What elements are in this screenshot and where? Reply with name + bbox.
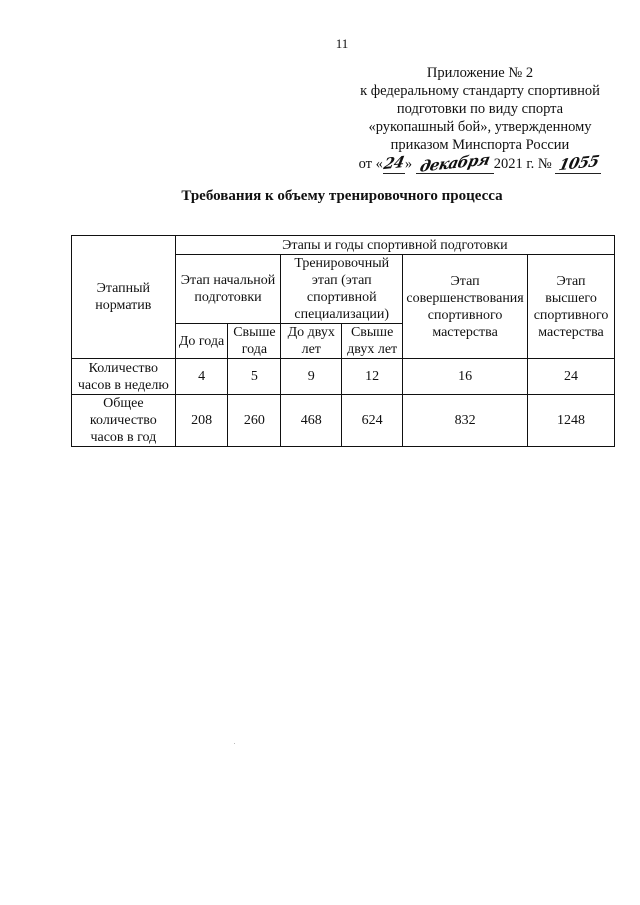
- row-label-cell: Количество часов в неделю: [72, 359, 176, 395]
- stage-header-cell: Этап начальной подготовки: [175, 255, 281, 324]
- appendix-line-5: приказом Минспорта России: [390, 137, 570, 153]
- subperiod-cell: Свыше года: [228, 324, 281, 359]
- value-cell: 208: [175, 395, 228, 447]
- value-cell: 1248: [528, 395, 615, 447]
- appendix-line-3: подготовки по виду спорта: [396, 101, 564, 117]
- group-header-cell: Этапы и годы спортивной подготовки: [175, 236, 614, 255]
- value-cell: 832: [403, 395, 528, 447]
- page-number: 11: [335, 36, 349, 51]
- value-cell: 260: [228, 395, 281, 447]
- subperiod-cell: До года: [175, 324, 228, 359]
- date-year: 2021 г. №: [493, 156, 552, 172]
- stage-header-cell: Тренировочный этап (этап спортивной специализации): [281, 255, 403, 324]
- value-cell: 5: [228, 359, 281, 395]
- date-month-handwritten: декабря: [418, 150, 492, 176]
- value-cell: 468: [281, 395, 342, 447]
- subperiod-cell: Свыше двух лет: [342, 324, 403, 359]
- order-number-handwritten: 1055: [556, 151, 601, 175]
- value-cell: 9: [281, 359, 342, 395]
- document-title: Требования к объему тренировочного процесса: [181, 188, 503, 204]
- date-day-handwritten: 24: [382, 152, 406, 174]
- table-row: [72, 359, 615, 395]
- value-cell: 16: [403, 359, 528, 395]
- date-prefix: от «: [358, 156, 383, 172]
- scan-speck: [234, 743, 235, 744]
- appendix-line-2: к федеральному стандарту спортивной: [360, 83, 600, 99]
- value-cell: 24: [528, 359, 615, 395]
- value-cell: 624: [342, 395, 403, 447]
- order-date-line: [330, 150, 630, 176]
- appendix-line-1: Приложение № 2: [426, 65, 534, 81]
- stage-header-cell: Этап совершенствования спортивного мастерства: [403, 255, 528, 359]
- stage-header-cell: Этап высшего спортивного мастерства: [528, 255, 615, 359]
- appendix-block: [330, 64, 630, 174]
- appendix-line-4: «рукопашный бой», утвержденному: [368, 119, 592, 135]
- order-number-field: [555, 151, 601, 175]
- value-cell: 4: [175, 359, 228, 395]
- table-row: [72, 395, 615, 447]
- date-month-field: [416, 150, 494, 176]
- subperiod-cell: До двух лет: [281, 324, 342, 359]
- date-mid: »: [404, 156, 413, 172]
- row-label-cell: Общее количество часов в год: [72, 395, 176, 447]
- date-day-field: [383, 154, 405, 174]
- requirements-table: [71, 235, 615, 447]
- table-header-row: [72, 236, 615, 255]
- value-cell: 12: [342, 359, 403, 395]
- row-header-cell: Этапный норматив: [72, 236, 176, 359]
